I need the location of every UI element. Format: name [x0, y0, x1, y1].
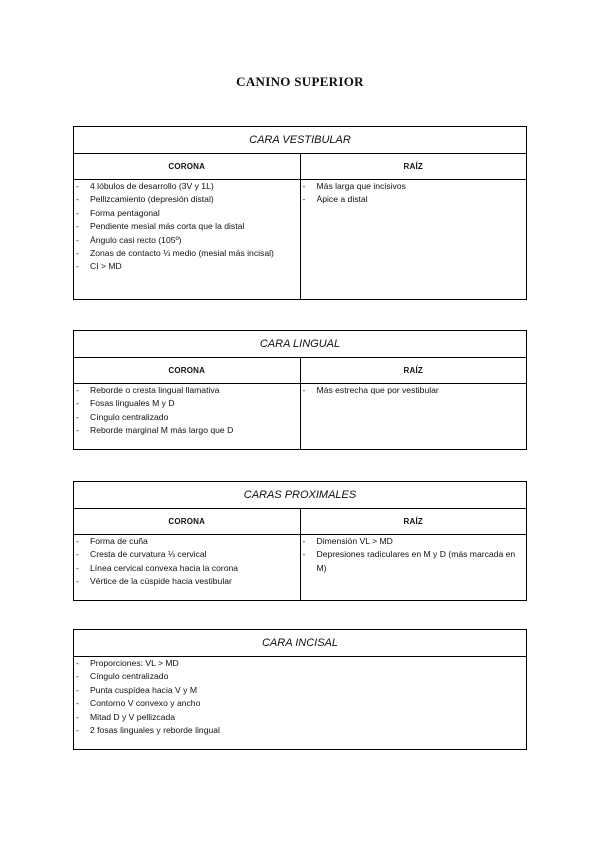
section-cara-vestibular — [73, 126, 527, 300]
list-item: - Depresiones radiculares en M y D (más marcada en M) — [301, 548, 527, 575]
list-item: - Ángulo casi recto (105º) — [74, 234, 300, 247]
list-item: - 2 fosas linguales y reborde lingual — [74, 724, 526, 737]
column-header-raiz: RAÍZ — [300, 358, 527, 384]
section-cara-lingual — [73, 330, 527, 450]
corona-list — [74, 535, 300, 589]
list-item: - Punta cuspídea hacia V y M — [74, 684, 526, 697]
list-item: - Proporciones: VL > MD — [74, 657, 526, 670]
raiz-list — [301, 384, 527, 397]
list-item: - Pendiente mesial más corta que la distal — [74, 220, 300, 233]
column-header-raiz: RAÍZ — [300, 509, 527, 535]
column-header-corona: CORONA — [74, 154, 301, 180]
list-item: - Contorno V convexo y ancho — [74, 697, 526, 710]
list-item: - Cresta de curvatura ⅓ cervical — [74, 548, 300, 561]
section-caras-proximales — [73, 481, 527, 601]
list-item: - Dimensión VL > MD — [301, 535, 527, 548]
section-title: CARA VESTIBULAR — [74, 127, 527, 154]
section-title: CARA INCISAL — [74, 630, 527, 657]
list-item: - Forma pentagonal — [74, 207, 300, 220]
section-cara-incisal — [73, 629, 527, 750]
list-item: - Mitad D y V pellizcada — [74, 711, 526, 724]
raiz-cell — [300, 535, 527, 601]
section-title: CARA LINGUAL — [74, 331, 527, 358]
list-item: - Cíngulo centralizado — [74, 411, 300, 424]
corona-list — [74, 180, 300, 274]
list-item: - Línea cervical convexa hacia la corona — [74, 562, 300, 575]
list-item: - Pellizcamiento (depresión distal) — [74, 193, 300, 206]
incisal-cell — [74, 657, 527, 750]
list-item: - CI > MD — [74, 260, 300, 273]
list-item: - Fosas linguales M y D — [74, 397, 300, 410]
list-item: - Más larga que incisivos — [301, 180, 527, 193]
section-title: CARAS PROXIMALES — [74, 482, 527, 509]
corona-list — [74, 384, 300, 438]
list-item: - Vértice de la cúspide hacia vestibular — [74, 575, 300, 588]
list-item: - Cíngulo centralizado — [74, 670, 526, 683]
column-header-corona: CORONA — [74, 509, 301, 535]
list-item: - Zonas de contacto ⅓ medio (mesial más incisal) — [74, 247, 300, 260]
list-item: - Ápice a distal — [301, 193, 527, 206]
raiz-cell — [300, 384, 527, 450]
list-item: - Reborde o cresta lingual llamativa — [74, 384, 300, 397]
corona-cell — [74, 180, 301, 300]
column-header-raiz: RAÍZ — [300, 154, 527, 180]
page-title: CANINO SUPERIOR — [236, 74, 364, 89]
raiz-list — [301, 180, 527, 207]
list-item: - 4 lóbulos de desarrollo (3V y 1L) — [74, 180, 300, 193]
incisal-list — [74, 657, 526, 737]
column-header-corona: CORONA — [74, 358, 301, 384]
list-item: - Más estrecha que por vestibular — [301, 384, 527, 397]
list-item: - Reborde marginal M más largo que D — [74, 424, 300, 437]
raiz-cell — [300, 180, 527, 300]
corona-cell — [74, 535, 301, 601]
raiz-list — [301, 535, 527, 575]
list-item: - Forma de cuña — [74, 535, 300, 548]
corona-cell — [74, 384, 301, 450]
